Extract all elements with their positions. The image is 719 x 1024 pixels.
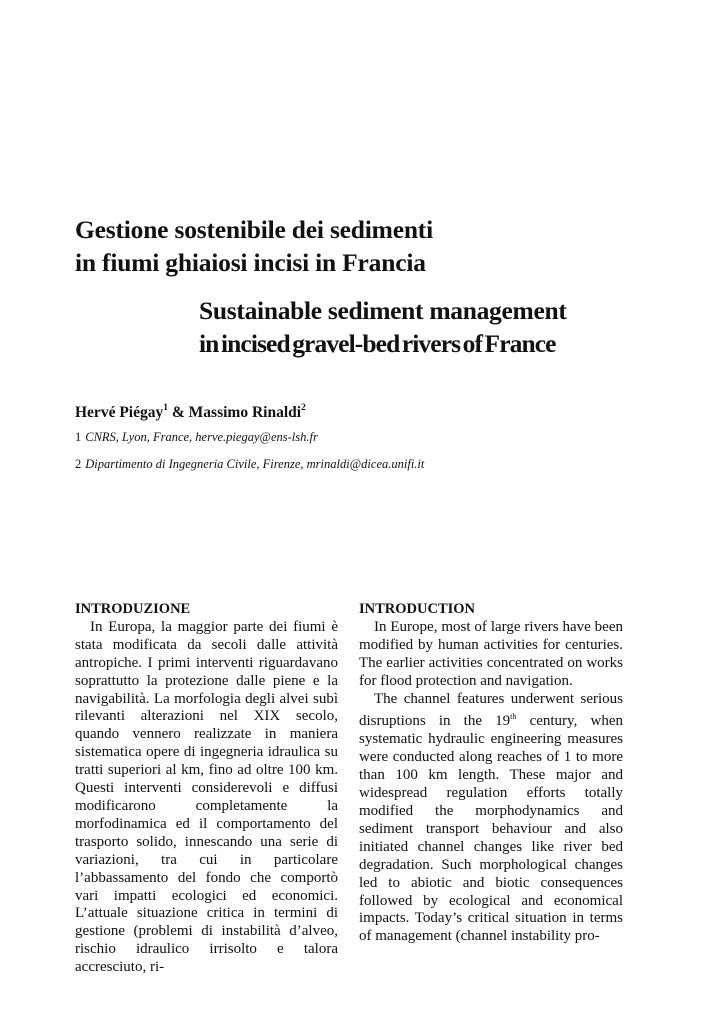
italian-paragraph: In Europa, la maggior parte dei fiumi è stata modificata da secoli dalle attività antropiche. I primi interventi riguardavano soprattutto la protezione dalle piene e la navigabilità. La morfologia degli alvei subì rilevanti alterazioni nel XIX secolo, quando vennero realizzate in maniera sistematica opere di ingegneria idraulica su tratti superiori al km, fino ad oltre 100 km. Questi interventi considerevoli e diffusi modificarono completamente la morfodinamica ed il comportamento del trasporto solido, innescando una serie di variazioni, tra cui in particolare l’abbassamento del fondo che comportò vari impatti ecologici ed economici. L’attuale situazione critica in termini di gestione (problemi di instabilità d’alveo, rischio idraulico irrisolto e talora accresciuto, ri- <box>75 618 338 976</box>
italian-column <box>75 601 338 977</box>
author-2: Massimo Rinaldi <box>188 404 302 422</box>
affiliation-1 <box>75 429 318 445</box>
english-paragraph-2-rest: century, when systematic hydraulic engineering measures were conducted along reaches of 1 to more than 100 km length. These major and widespread regulation efforts totally modified the morphodynamics and sediment transport behaviour and also initiated channel changes like river bed degradation. Such morphological changes led to abiotic and biotic consequences followed by ecological and economical impacts. Today’s critical situation in terms of management (channel instability pro- <box>359 713 623 945</box>
italian-section-heading: INTRODUZIONE <box>75 601 191 617</box>
affiliation-1-text: CNRS, Lyon, France, herve.piegay@ens-lsh.fr <box>85 430 318 444</box>
affiliation-2-text: Dipartimento di Ingegneria Civile, Firenze, mrinaldi@dicea.unifi.it <box>85 457 425 471</box>
english-title-line-2: in incised gravel-bed rivers of France <box>199 329 556 358</box>
italian-title-line-1: Gestione sostenibile dei sedimenti <box>75 215 433 244</box>
affiliation-2-number: 2 <box>75 457 82 471</box>
authors-conjunction: & <box>167 404 189 422</box>
english-section-heading: INTRODUCTION <box>359 601 476 617</box>
authors-line <box>75 399 306 423</box>
italian-title <box>75 213 675 279</box>
affiliation-1-number: 1 <box>75 430 82 444</box>
english-column <box>359 601 623 946</box>
affiliation-2 <box>75 456 424 472</box>
english-paragraph-2-start: The channel features underwent serious disruptions in the 19 <box>359 690 623 730</box>
english-title-line-1: Sustainable sediment management <box>199 296 567 325</box>
english-paragraph-1: In Europe, most of large rivers have been modified by human activities for centuries. The earlier activities concentrated on works for flood protection and navigation. <box>359 618 623 689</box>
italian-title-line-2: in fiumi ghiaiosi incisi in Francia <box>75 248 426 277</box>
author-2-affiliation-mark: 2 <box>301 403 306 413</box>
author-1-affiliation-mark: 1 <box>163 403 168 413</box>
english-title <box>199 294 699 360</box>
english-paragraph-2 <box>359 691 623 947</box>
ordinal-suffix: th <box>510 712 517 722</box>
author-1: Hervé Piégay <box>75 404 164 422</box>
